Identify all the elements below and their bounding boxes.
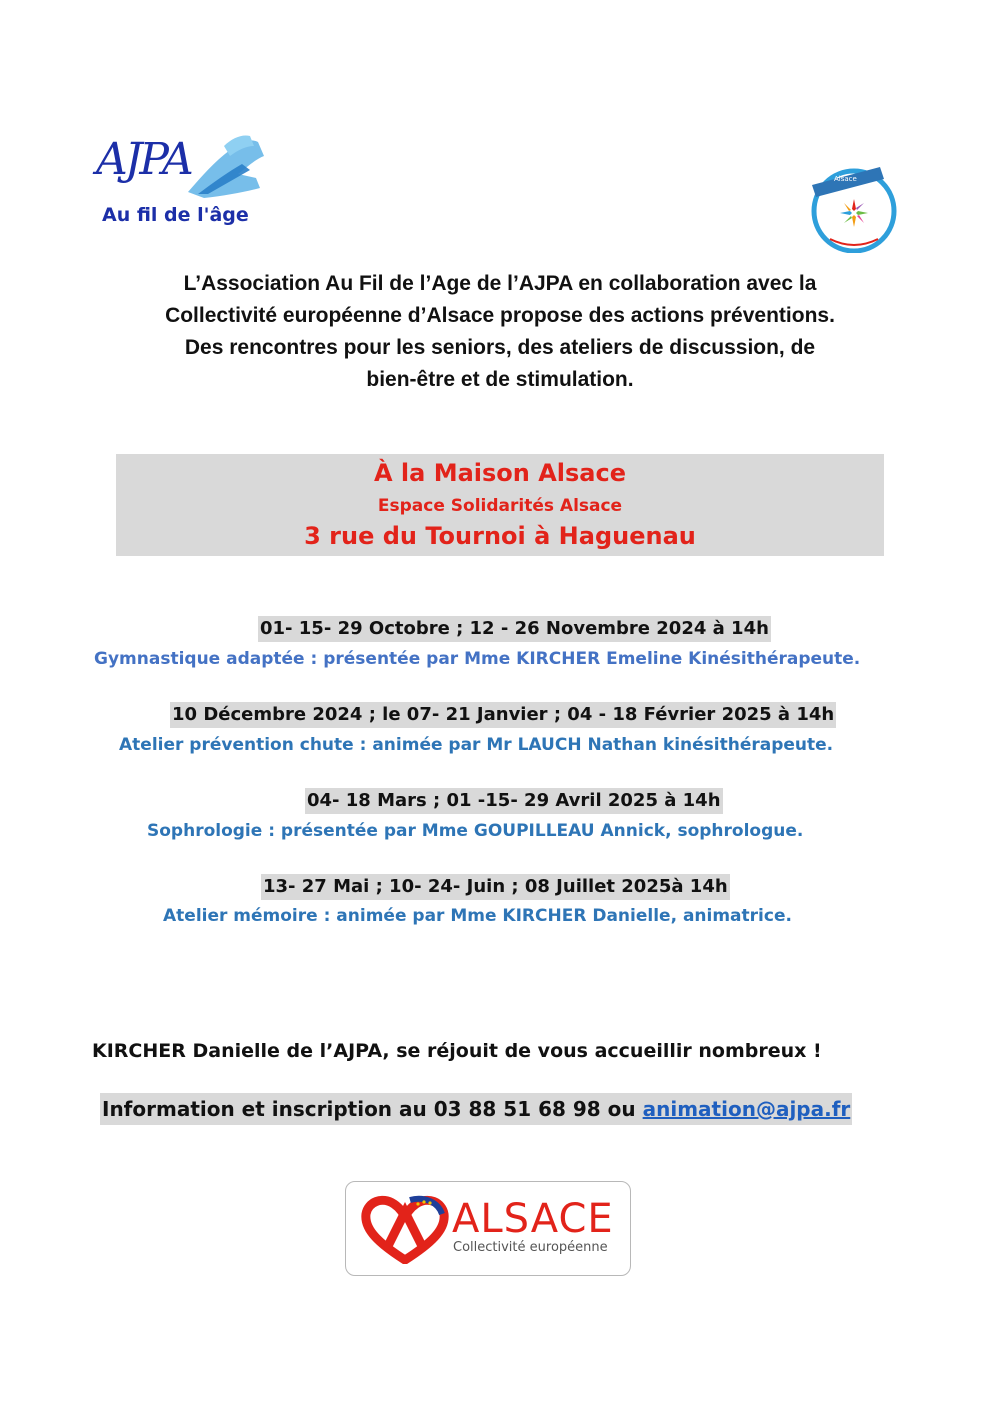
session-description: Atelier mémoire : animée par Mme KIRCHER Danielle, animatrice.: [163, 906, 792, 926]
location-subtitle: Espace Solidarités Alsace: [377, 496, 623, 516]
conference-badge: [806, 163, 902, 253]
alsace-wordmark: ALSACE: [452, 1196, 614, 1242]
intro-paragraph: [110, 268, 890, 396]
contact-info: [100, 1093, 852, 1125]
location-address: 3 rue du Tournoi à Haguenau: [304, 522, 696, 550]
contact-prefix: Information et inscription au 03 88 51 68 98 ou: [102, 1097, 643, 1121]
location-box: [116, 454, 884, 556]
hands-icon: [184, 132, 270, 206]
intro-line: Collectivité européenne d’Alsace propose des actions préventions.: [165, 304, 835, 327]
ajpa-logo-letters: AJPA: [96, 134, 191, 185]
session-dates: 04- 18 Mars ; 01 -15- 29 Avril 2025 à 14h: [305, 788, 723, 814]
session-dates: 10 Décembre 2024 ; le 07- 21 Janvier ; 04 - 18 Février 2025 à 14h: [170, 702, 836, 728]
ajpa-logo-subtitle: Au fil de l'âge: [102, 204, 249, 226]
alsace-subtitle: Collectivité européenne: [453, 1240, 608, 1255]
badge-top-text: Alsace: [834, 175, 857, 183]
welcome-text: KIRCHER Danielle de l’AJPA, se réjouit de vous accueillir nombreux !: [92, 1040, 822, 1062]
session-dates: 13- 27 Mai ; 10- 24- Juin ; 08 Juillet 2025à 14h: [261, 874, 730, 900]
session-description: Atelier prévention chute : animée par Mr LAUCH Nathan kinésithérapeute.: [119, 735, 834, 755]
email-link[interactable]: animation@ajpa.fr: [642, 1097, 851, 1121]
ajpa-logo: [92, 128, 277, 238]
alsace-heart-icon: [360, 1194, 450, 1264]
alsace-logo: [345, 1181, 631, 1276]
session-dates: 01- 15- 29 Octobre ; 12 - 26 Novembre 2024 à 14h: [258, 616, 771, 642]
intro-line: Des rencontres pour les seniors, des ateliers de discussion, de: [184, 336, 816, 359]
session-description: Sophrologie : présentée par Mme GOUPILLEAU Annick, sophrologue.: [147, 821, 804, 841]
intro-line: bien-être et de stimulation.: [366, 368, 634, 391]
intro-line: L’Association Au Fil de l’Age de l’AJPA en collaboration avec la: [183, 272, 817, 295]
session-description: Gymnastique adaptée : présentée par Mme KIRCHER Emeline Kinésithérapeute.: [94, 649, 861, 669]
location-title: À la Maison Alsace: [373, 459, 626, 487]
